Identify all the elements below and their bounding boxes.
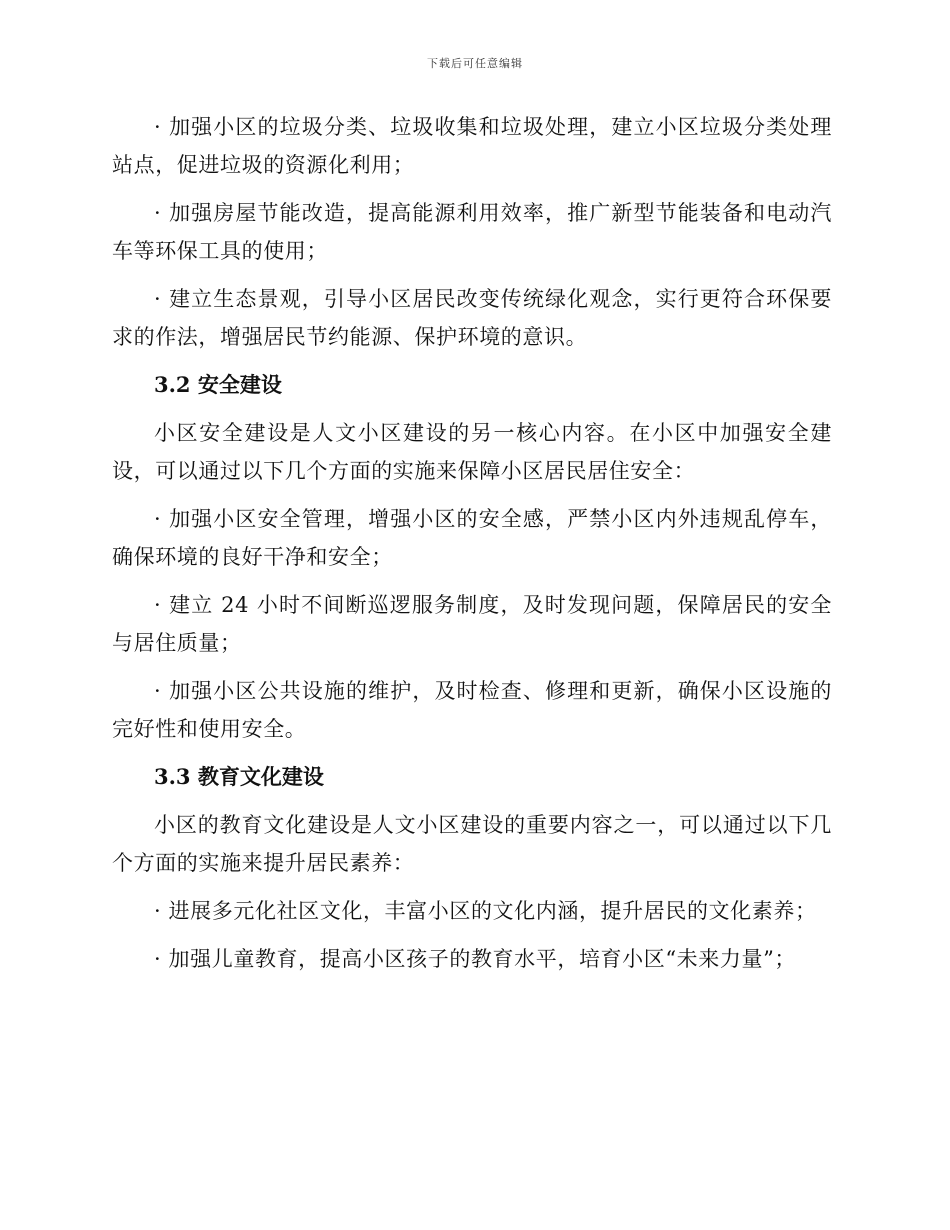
page-header-note: 下载后可任意编辑 (427, 57, 523, 70)
paragraph-facility-maintenance: · 加强小区公共设施的维护，及时检查、修理和更新，确保小区设施的完好性和使用安全。 (112, 679, 832, 741)
paragraph-child-education: · 加强儿童教育，提高小区孩子的教育水平，培育小区“未来力量”； (154, 947, 797, 971)
heading-safety-construction: 3.2 安全建设 (154, 372, 282, 397)
paragraph-waste-sorting: · 加强小区的垃圾分类、垃圾收集和垃圾处理，建立小区垃圾分类处理站点，促进垃圾的资源化利用； (112, 115, 832, 177)
paragraph-safety-management: · 加强小区安全管理，增强小区的安全感，严禁小区内外违规乱停车，确保环境的良好干净和安全； (112, 507, 832, 569)
paragraph-community-culture: · 进展多元化社区文化，丰富小区的文化内涵，提升居民的文化素养； (154, 899, 817, 923)
paragraph-eco-landscape: · 建立生态景观，引导小区居民改变传统绿化观念，实行更符合环保要求的作法，增强居民节约能源、保护环境的意识。 (112, 287, 832, 349)
document-body (112, 108, 832, 988)
paragraph-education-intro: 小区的教育文化建设是人文小区建设的重要内容之一，可以通过以下几个方面的实施来提升居民素养： (112, 813, 832, 875)
heading-education-culture: 3.3 教育文化建设 (154, 764, 324, 789)
paragraph-patrol-service: · 建立 24 小时不间断巡逻服务制度，及时发现问题，保障居民的安全与居住质量； (112, 593, 832, 655)
paragraph-safety-intro: 小区安全建设是人文小区建设的另一核心内容。在小区中加强安全建设，可以通过以下几个方面的实施来保障小区居民居住安全： (112, 421, 832, 483)
paragraph-energy-saving: · 加强房屋节能改造，提高能源利用效率，推广新型节能装备和电动汽车等环保工具的使用； (112, 201, 832, 263)
